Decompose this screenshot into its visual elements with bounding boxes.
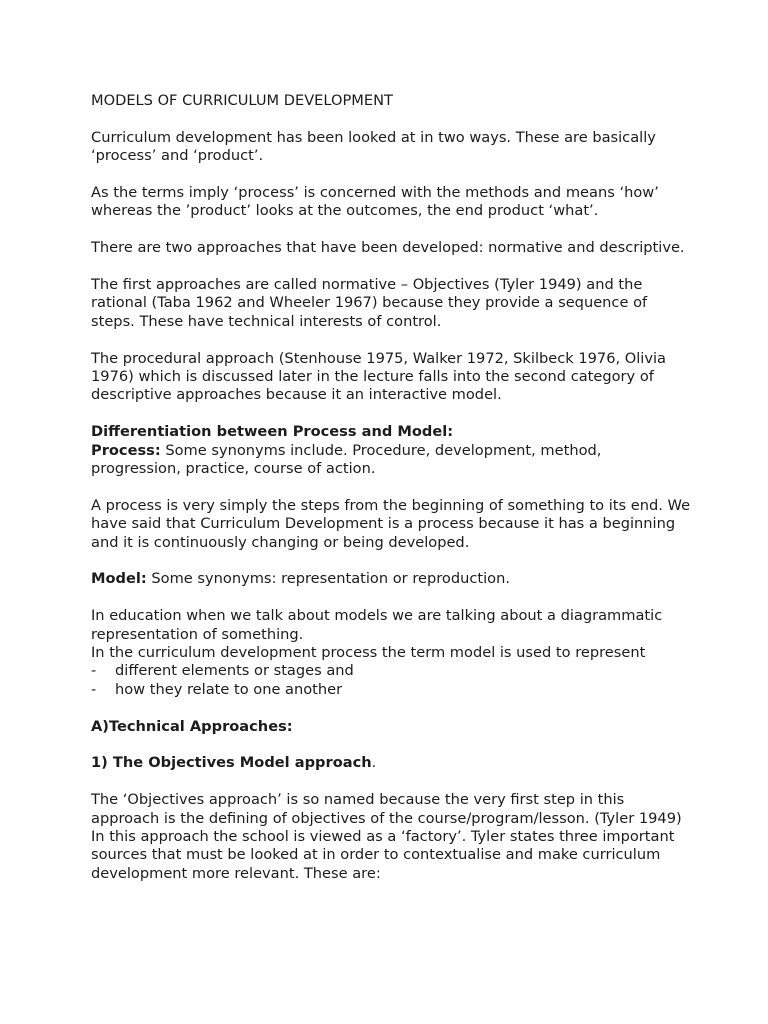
paragraph-normative-approaches: The first approaches are called normative – Objectives (Tyler 1949) and the rational (Taba 1962 and Wheeler 1967) because they provide a sequence of steps. These have technical interests of control.: [91, 276, 648, 330]
objectives-heading-text: 1) The Objectives Model approach: [91, 754, 372, 772]
process-definition: [91, 442, 691, 479]
objectives-heading: [91, 754, 691, 772]
process-text: Some synonyms include. Procedure, development, method, progression, practice, course of action.: [91, 441, 602, 478]
paragraph-procedural-approach: The procedural approach (Stenhouse 1975, Walker 1972, Skilbeck 1976, Olivia 1976) which is discussed later in the lecture falls into the second category of descriptive approaches because it an interactive model.: [91, 349, 666, 404]
paragraph-two-approaches: There are two approaches that have been developed: normative and descriptive.: [91, 239, 685, 257]
list-item: [91, 662, 691, 680]
process-label: Process:: [91, 441, 161, 459]
differentiation-heading: Differentiation between Process and Model:: [91, 423, 454, 441]
section-a-heading: A)Technical Approaches:: [91, 717, 293, 735]
dash-bullet: -: [91, 662, 97, 680]
paragraph-process-explanation: A process is very simply the steps from the beginning of something to its end. We have said that Curriculum Development is a process because it has a beginning and it is continuously changing or being developed.: [91, 496, 691, 551]
paragraph-models-education: In education when we talk about models we are talking about a diagrammatic representation of something.: [91, 607, 663, 643]
model-definition: [91, 570, 691, 588]
paragraph-objectives-approach: The ‘Objectives approach’ is so named because the very first step in this approach is the defining of objectives of the course/program/lesson. (Tyler 1949) In this approach the school is viewed as a ‘factory’. Tyler states three important sources that must be looked at in order to contextualise and make curriculum development more relevant. These are:: [91, 791, 682, 882]
list-item-text: different elements or stages and: [115, 662, 354, 680]
paragraph-terms-imply: As the terms imply ‘process’ is concerned with the methods and means ‘how’ whereas the ’product’ looks at the outcomes, the end product ‘what’.: [91, 184, 659, 220]
model-text: Some synonyms: representation or reproduction.: [146, 570, 510, 588]
objectives-heading-suffix: .: [371, 754, 377, 772]
document-title: MODELS OF CURRICULUM DEVELOPMENT: [91, 92, 393, 109]
document-page: [91, 92, 691, 902]
list-item: [91, 681, 691, 699]
model-label: Model:: [91, 570, 147, 588]
dash-bullet: -: [91, 680, 97, 698]
list-item-text: how they relate to one another: [115, 680, 343, 698]
paragraph-process-product: Curriculum development has been looked at in two ways. These are basically ‘process’ and ‘product’.: [91, 128, 656, 165]
paragraph-model-represent: In the curriculum development process the term model is used to represent: [91, 644, 646, 662]
elements-list: [91, 662, 691, 699]
